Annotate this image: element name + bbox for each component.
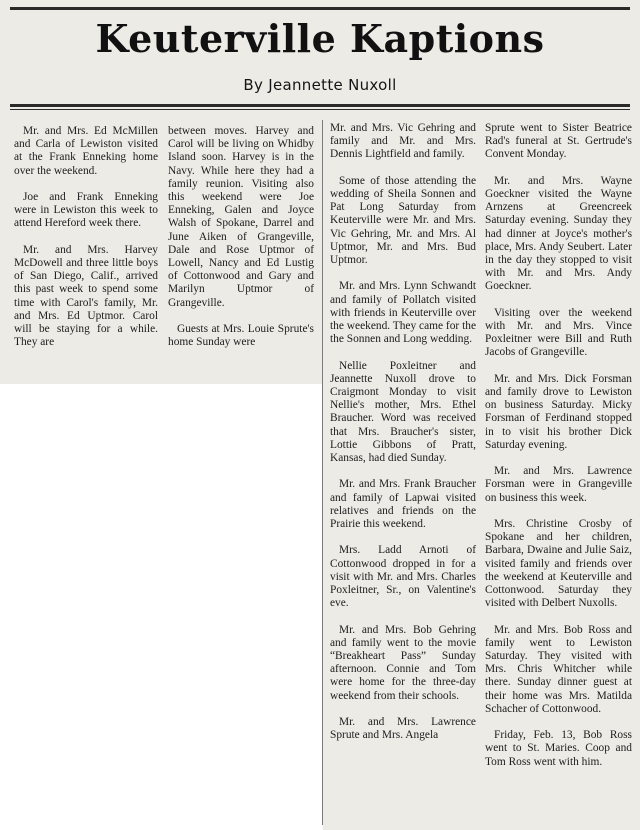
news-item: Mr. and Mrs. Lynn Schwandt and family of Pollatch visited with friends in Keuterville over the weekend. They came for the the Sonnen and Long wedding. (330, 280, 476, 346)
news-item: Mr. and Mrs. Wayne Goeckner visited the Wayne Arnzens at Greencreek Saturday evening. Sunday they had dinner at Joyce's mother's place, Mrs. Andy Seubert. Later in the day they stopped to visit with Mr. and Mrs. Andy Goeckner. (485, 174, 632, 293)
text-column-3 (330, 122, 476, 756)
column-divider-center (322, 120, 323, 825)
news-item: Mrs. Christine Crosby of Spokane and her children, Barbara, Dwaine and Julie Saiz, visited family and friends over the weekend at Keuterville and Cottonwood. Saturday they visited with Delbert Nuxolls. (485, 518, 632, 610)
news-item-continued: Mr. and Mrs. Vic Gehring and family and Mr. and Mrs. Dennis Lightfield and family. (330, 122, 476, 161)
news-item: Mr. and Mrs. Bob Ross and family went to Lewiston Saturday. They visited with Mrs. Chris Whitcher while there. Sunday dinner guest at their home was Mrs. Matilda Schacher of Cottonwood. (485, 623, 632, 715)
text-column-4 (485, 122, 632, 782)
header-rule-thick (10, 104, 630, 107)
news-item: Visiting over the weekend with Mr. and Mrs. Vince Poxleitner were Bill and Ruth Jacobs of Grangeville. (485, 306, 632, 359)
news-item: Mr. and Mrs. Frank Braucher and family of Lapwai visited relatives and friends on the Prairie this weekend. (330, 478, 476, 531)
news-item-continued: Sprute went to Sister Beatrice Rad's funeral at St. Gertrude's Convent Monday. (485, 122, 632, 161)
news-item: Mr. and Mrs. Harvey McDowell and three little boys of San Diego, Calif., arrived this past week to spend some time with Carol's family, Mr. and Mrs. Ed Uptmor. Carol will be staying for a while. They are (14, 243, 158, 349)
byline: By Jeannette Nuxoll (243, 76, 397, 94)
news-item: Some of those attending the wedding of Sheila Sonnen and Pat Long Saturday from Keuterville were Mr. and Mrs. Vic Gehring, Mr. and Mrs. Al Uptmor, Mr. and Mrs. Bud Uptmor. (330, 174, 476, 267)
news-item: Joe and Frank Enneking were in Lewiston this week to attend Hereford week there. (14, 191, 158, 230)
text-column-1 (14, 125, 158, 363)
header-rule-thin (10, 109, 630, 110)
news-item: Mr. and Mrs. Ed McMillen and Carla of Lewiston visited at the Frank Enneking home over the weekend. (14, 125, 158, 177)
news-item: Mr. and Mrs. Lawrence Forsman were in Grangeville on business this week. (485, 465, 632, 504)
news-item: Mr. and Mrs. Lawrence Sprute and Mrs. Angela (330, 716, 476, 742)
text-column-2 (168, 125, 314, 363)
news-item: Friday, Feb. 13, Bob Ross went to St. Maries. Coop and Tom Ross went with him. (485, 729, 632, 768)
news-item: Guests at Mrs. Louie Sprute's home Sunday were (168, 323, 314, 349)
news-item: Mr. and Mrs. Dick Forsman and family drove to Lewiston on business Saturday. Micky Forsman of Ferdinand stopped in to visit his brother Dick Saturday evening. (485, 372, 632, 451)
column-title: Keuterville Kaptions (95, 16, 545, 61)
news-item: Nellie Poxleitner and Jeannette Nuxoll drove to Craigmont Monday to visit Nellie's mother, Mrs. Ethel Braucher. Word was received that Mrs. Braucher's sister, Lottie Gibbons of Pratt, Kansas, had died Sunday. (330, 359, 476, 465)
news-item: Mr. and Mrs. Bob Gehring and family went to the movie “Breakheart Pass” Sunday afternoon. Connie and Tom were home for the three-day weekend from their schools. (330, 623, 476, 702)
news-item-continued: between moves. Harvey and Carol will be living on Whidby Island soon. Harvey is in the Navy. While here they had a family reunion. Visiting also this weekend were Joe Enneking, Galen and Joyce Walsh of Spokane, Darrel and June Aiken of Grangeville, Dale and Rose Uptmor of Lowell, Nancy and Ed Lustig of Cottonwood and Gary and Marilyn Uptmor of Grangeville. (168, 125, 314, 309)
news-item: Mrs. Ladd Arnoti of Cottonwood dropped in for a visit with Mr. and Mrs. Charles Poxleitner, Sr., on Valentine's eve. (330, 544, 476, 610)
top-rule (10, 7, 630, 10)
